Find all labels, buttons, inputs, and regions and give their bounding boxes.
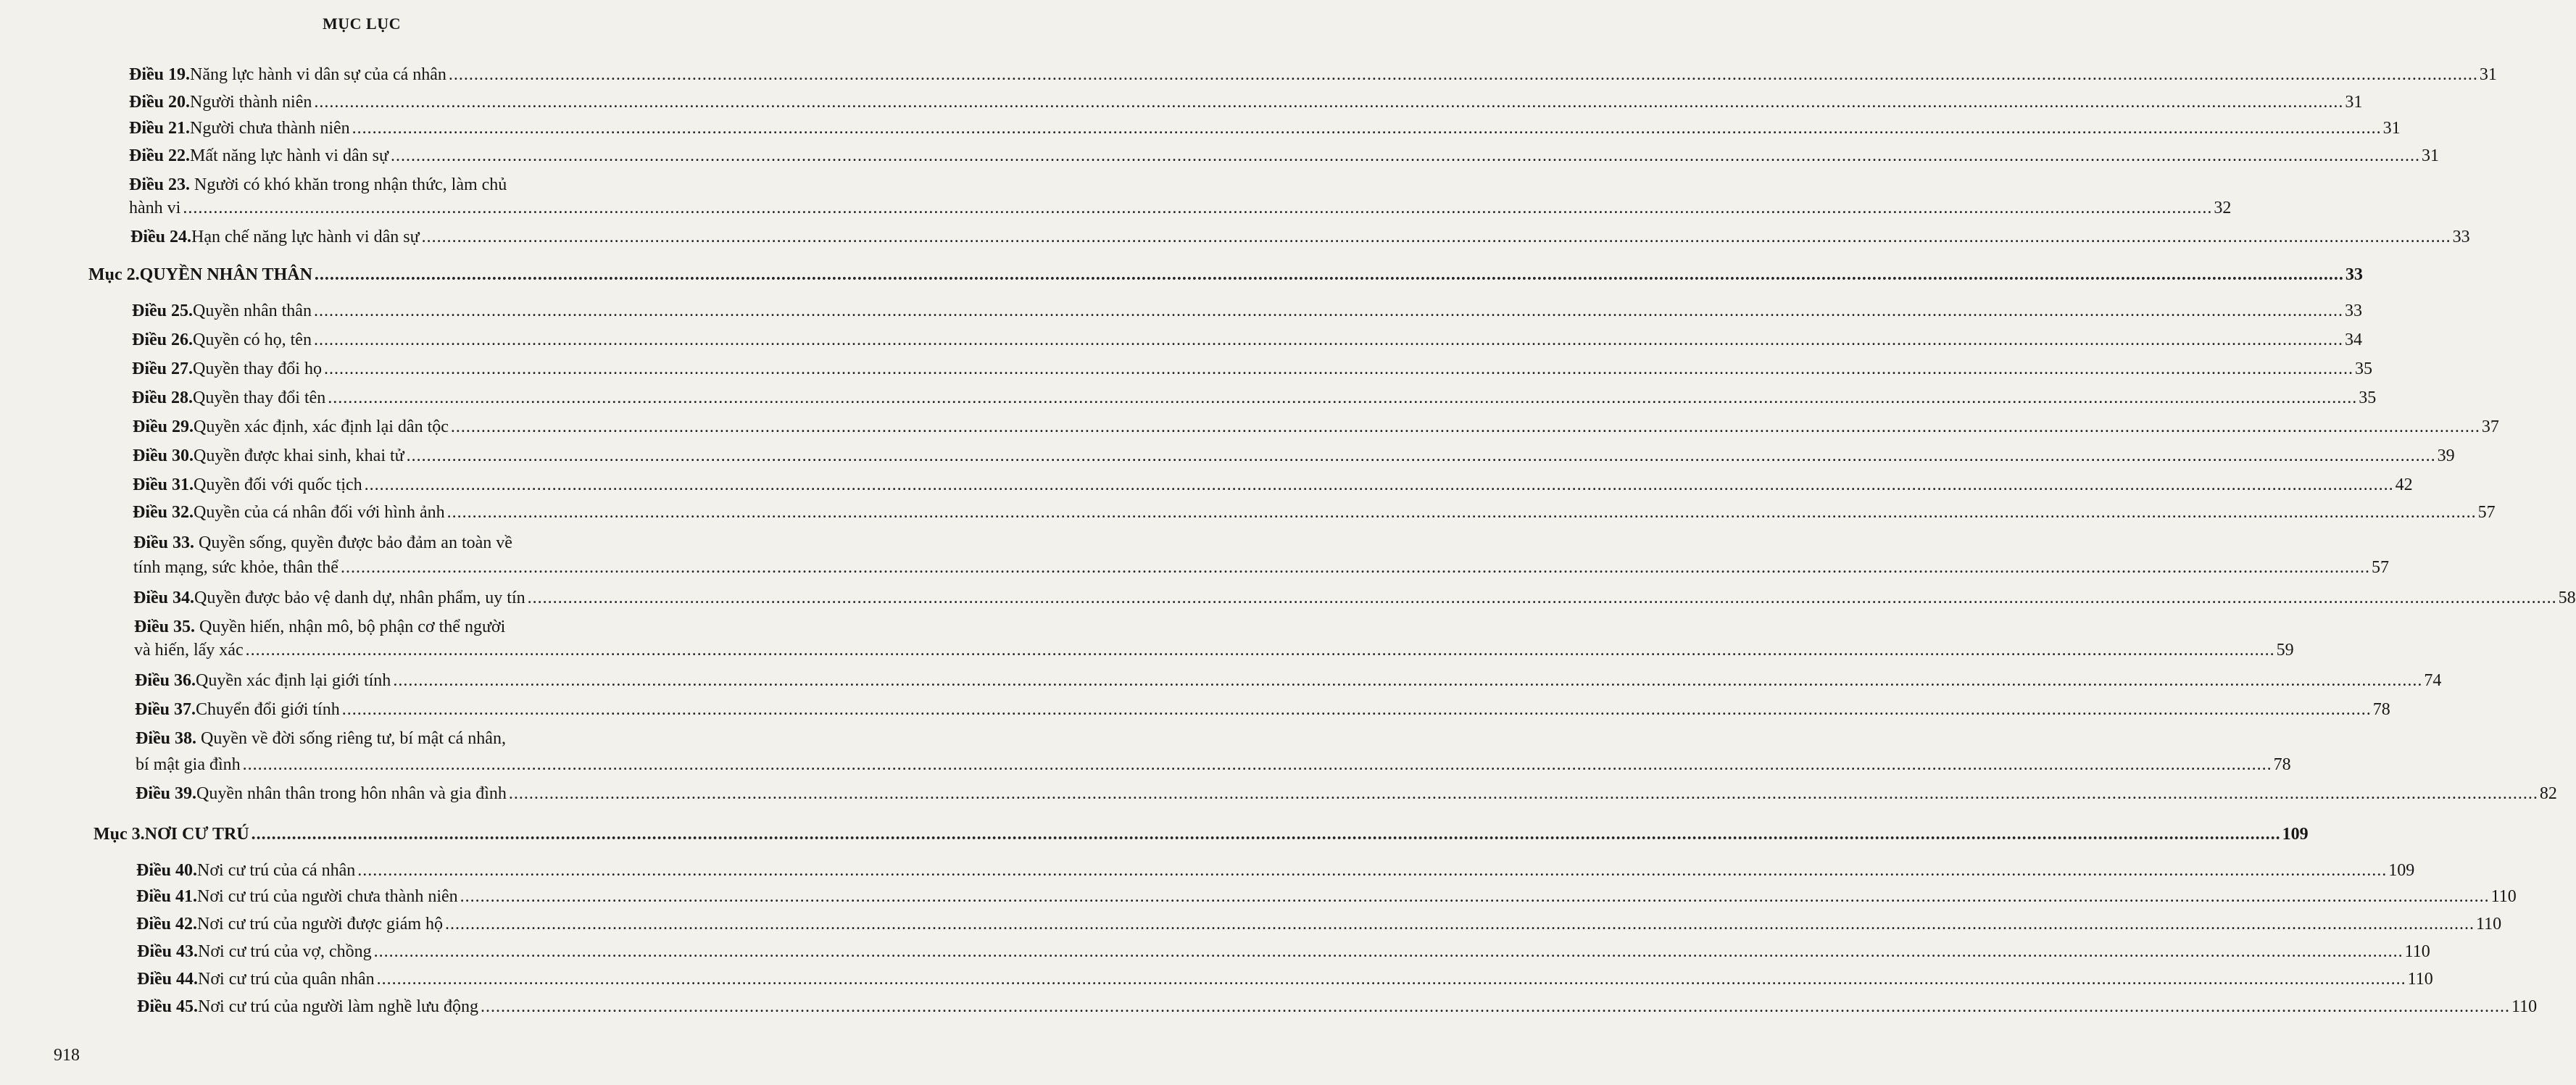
dot-leader: ................................................................................................................................................................................................................................................................................................................................................................................................................ <box>406 446 2436 465</box>
toc-section-heading[interactable] <box>88 264 2363 286</box>
toc-entry-page: 35 <box>2359 388 2377 407</box>
toc-section-title: NƠI CƯ TRÚ <box>144 825 249 844</box>
toc-entry-page: 35 <box>2354 359 2372 378</box>
toc-entry-title-continued: và hiến, lấy xác <box>134 641 244 660</box>
toc-entry-title: Năng lực hành vi dân sự của cá nhân <box>190 65 446 84</box>
toc-entry-title: Quyền xác định lại giới tính <box>196 671 391 690</box>
toc-entry-label: Điều 44. <box>137 970 198 989</box>
dot-leader: ................................................................................................................................................................................................................................................................................................................................................................................................................ <box>508 784 2538 803</box>
toc-entry[interactable] <box>136 913 2502 935</box>
toc-entry[interactable] <box>134 639 2294 661</box>
dot-leader: ................................................................................................................................................................................................................................................................................................................................................................................................................ <box>376 970 2406 989</box>
toc-entry-title: Nơi cư trú của cá nhân <box>197 861 356 880</box>
toc-entry-title: Nơi cư trú của người chưa thành niên <box>197 887 458 906</box>
toc-entry-title: Quyền nhân thân <box>193 302 312 320</box>
toc-entry[interactable] <box>130 226 2470 248</box>
toc-entry-page: 109 <box>2388 861 2415 880</box>
toc-entry[interactable] <box>135 670 2442 691</box>
toc-entry-page: 58 <box>2558 589 2576 607</box>
toc-entry[interactable] <box>136 886 2517 907</box>
dot-leader: ................................................................................................................................................................................................................................................................................................................................................................................................................ <box>251 825 2281 844</box>
dot-leader: ................................................................................................................................................................................................................................................................................................................................................................................................................ <box>450 417 2480 436</box>
toc-entry-label: Điều 43. <box>137 942 198 961</box>
toc-entry-label: Điều 32. <box>133 503 194 522</box>
toc-entry[interactable] <box>136 754 2291 776</box>
toc-entry[interactable] <box>132 300 2362 322</box>
page-header: MỤC LỤC <box>323 14 401 33</box>
toc-entry-page: 110 <box>2490 887 2517 906</box>
toc-entry-title: Chuyển đổi giới tính <box>196 700 340 719</box>
toc-entry[interactable] <box>133 557 2389 578</box>
toc-entry-label: Điều 19. <box>129 65 190 84</box>
toc-section-label: Mục 2. <box>88 265 140 284</box>
toc-entry-title: Quyền thay đổi tên <box>193 388 326 407</box>
toc-entry-page: 78 <box>2273 755 2291 774</box>
toc-entry-title: Người có khó khăn trong nhận thức, làm chủ <box>194 175 507 194</box>
toc-entry-page: 59 <box>2276 641 2294 660</box>
dot-leader: ................................................................................................................................................................................................................................................................................................................................................................................................................ <box>183 199 2213 217</box>
dot-leader: ................................................................................................................................................................................................................................................................................................................................................................................................................ <box>393 671 2423 690</box>
toc-entry-title: Quyền nhân thân trong hôn nhân và gia đình <box>196 784 507 803</box>
toc-entry-page: 78 <box>2372 700 2390 719</box>
toc-entry-label: Điều 24. <box>130 228 191 246</box>
toc-entry-page: 74 <box>2424 671 2442 690</box>
toc-section-label: Mục 3. <box>94 825 145 844</box>
toc-entry[interactable] <box>129 117 2401 139</box>
toc-entry-label: Điều 28. <box>132 388 193 407</box>
toc-entry[interactable] <box>135 699 2390 720</box>
toc-entry[interactable] <box>137 968 2433 990</box>
toc-entry-label: Điều 27. <box>132 359 193 378</box>
toc-entry-label: Điều 23. <box>129 175 190 194</box>
toc-entry-label: Điều 42. <box>136 915 197 934</box>
dot-leader: ................................................................................................................................................................................................................................................................................................................................................................................................................ <box>341 700 2372 719</box>
toc-entry-page: 31 <box>2382 119 2401 138</box>
toc-entry-label: Điều 34. <box>133 589 194 607</box>
toc-section-title: QUYỀN NHÂN THÂN <box>139 265 312 284</box>
toc-entry-first-line <box>133 532 512 554</box>
toc-entry-page: 82 <box>2539 784 2557 803</box>
dot-leader: ................................................................................................................................................................................................................................................................................................................................................................................................................ <box>352 119 2382 138</box>
toc-entry-title: Quyền được khai sinh, khai tử <box>194 446 404 465</box>
toc-entry-title: Nơi cư trú của người được giám hộ <box>197 915 444 934</box>
toc-entry-label: Điều 39. <box>136 784 196 803</box>
dot-leader: ................................................................................................................................................................................................................................................................................................................................................................................................................ <box>242 755 2272 774</box>
toc-entry-title: Quyền về đời sống riêng tư, bí mật cá nhân, <box>201 729 506 748</box>
toc-entry-title: Nơi cư trú của quân nhân <box>198 970 375 989</box>
toc-entry-label: Điều 35. <box>134 618 195 636</box>
toc-entry[interactable] <box>136 860 2415 881</box>
toc-entry-page: 42 <box>2395 475 2413 494</box>
toc-entry-page: 31 <box>2479 65 2497 84</box>
toc-section-page: 109 <box>2282 825 2309 844</box>
toc-entry-title: Quyền có họ, tên <box>193 331 312 349</box>
toc-entry-title: Quyền được bảo vệ danh dự, nhân phẩm, uy tín <box>194 589 525 607</box>
toc-entry[interactable] <box>129 197 2232 219</box>
dot-leader: ................................................................................................................................................................................................................................................................................................................................................................................................................ <box>421 228 2451 246</box>
toc-entry-label: Điều 21. <box>129 119 190 138</box>
dot-leader: ................................................................................................................................................................................................................................................................................................................................................................................................................ <box>323 359 2353 378</box>
toc-entry-title: Quyền của cá nhân đối với hình ảnh <box>194 503 445 522</box>
page-number: 918 <box>54 1046 80 1065</box>
toc-entry-first-line <box>136 728 506 749</box>
dot-leader: ................................................................................................................................................................................................................................................................................................................................................................................................................ <box>448 65 2478 84</box>
toc-entry-first-line <box>134 616 505 638</box>
toc-entry-title-continued: bí mật gia đình <box>136 755 241 774</box>
toc-entry-label: Điều 38. <box>136 729 196 748</box>
toc-entry[interactable] <box>129 145 2439 167</box>
toc-entry-page: 110 <box>2476 915 2502 934</box>
toc-entry-label: Điều 25. <box>132 302 193 320</box>
toc-entry-title-continued: tính mạng, sức khỏe, thân thể <box>133 558 338 577</box>
toc-entry-label: Điều 33. <box>133 533 194 552</box>
toc-entry-title-continued: hành vi <box>129 199 181 217</box>
toc-entry-title: Người thành niên <box>190 93 312 112</box>
toc-entry-label: Điều 22. <box>129 146 190 165</box>
toc-entry-page: 39 <box>2437 446 2455 465</box>
toc-entry-title: Người chưa thành niên <box>190 119 350 138</box>
toc-entry-label: Điều 26. <box>132 331 193 349</box>
toc-entry-page: 34 <box>2344 331 2362 349</box>
dot-leader: ................................................................................................................................................................................................................................................................................................................................................................................................................ <box>364 475 2394 494</box>
toc-entry-page: 33 <box>2452 228 2470 246</box>
toc-entry[interactable] <box>133 587 2576 609</box>
dot-leader: ................................................................................................................................................................................................................................................................................................................................................................................................................ <box>313 302 2343 320</box>
toc-entry-title: Quyền sống, quyền được bảo đảm an toàn về <box>199 533 512 552</box>
toc-entry-first-line <box>129 174 507 196</box>
dot-leader: ................................................................................................................................................................................................................................................................................................................................................................................................................ <box>445 915 2475 934</box>
toc-entry-page: 57 <box>2477 503 2496 522</box>
dot-leader: ................................................................................................................................................................................................................................................................................................................................................................................................................ <box>328 388 2358 407</box>
toc-entry[interactable] <box>133 502 2496 523</box>
toc-entry-label: Điều 20. <box>129 93 190 112</box>
dot-leader: ................................................................................................................................................................................................................................................................................................................................................................................................................ <box>314 265 2344 284</box>
toc-entry-title: Quyền xác định, xác định lại dân tộc <box>194 417 449 436</box>
dot-leader: ................................................................................................................................................................................................................................................................................................................................................................................................................ <box>357 861 2388 880</box>
toc-entry-title: Quyền hiến, nhận mô, bộ phận cơ thể người <box>199 618 506 636</box>
dot-leader: ................................................................................................................................................................................................................................................................................................................................................................................................................ <box>313 331 2343 349</box>
toc-entry[interactable] <box>136 783 2557 805</box>
toc-entry-label: Điều 45. <box>137 997 198 1016</box>
toc-entry-label: Điều 31. <box>133 475 194 494</box>
toc-entry-title: Nơi cư trú của vợ, chồng <box>198 942 372 961</box>
toc-entry-label: Điều 41. <box>136 887 197 906</box>
toc-entry-page: 110 <box>2511 997 2538 1016</box>
toc-entry[interactable] <box>132 329 2362 351</box>
toc-entry[interactable] <box>137 996 2538 1018</box>
toc-entry-page: 32 <box>2214 199 2232 217</box>
toc-entry[interactable] <box>132 387 2377 409</box>
dot-leader: ................................................................................................................................................................................................................................................................................................................................................................................................................ <box>390 146 2420 165</box>
toc-entry-label: Điều 30. <box>133 446 194 465</box>
dot-leader: ................................................................................................................................................................................................................................................................................................................................................................................................................ <box>460 887 2490 906</box>
toc-entry-title: Quyền thay đổi họ <box>193 359 322 378</box>
toc-entry-title: Nơi cư trú của người làm nghề lưu động <box>198 997 478 1016</box>
toc-section-heading[interactable] <box>94 823 2309 845</box>
toc-entry-label: Điều 36. <box>135 671 196 690</box>
toc-entry[interactable] <box>129 64 2497 86</box>
toc-entry-page: 37 <box>2481 417 2499 436</box>
toc-entry-page: 110 <box>2407 970 2433 989</box>
dot-leader: ................................................................................................................................................................................................................................................................................................................................................................................................................ <box>340 558 2370 577</box>
toc-entry[interactable] <box>133 445 2455 467</box>
dot-leader: ................................................................................................................................................................................................................................................................................................................................................................................................................ <box>481 997 2510 1016</box>
toc-entry-label: Điều 29. <box>133 417 194 436</box>
dot-leader: ................................................................................................................................................................................................................................................................................................................................................................................................................ <box>446 503 2477 522</box>
dot-leader: ................................................................................................................................................................................................................................................................................................................................................................................................................ <box>314 93 2344 112</box>
toc-entry-page: 31 <box>2421 146 2439 165</box>
toc-entry-title: Quyền đối với quốc tịch <box>194 475 362 494</box>
toc-entry[interactable] <box>132 358 2372 380</box>
toc-entry-title: Mất năng lực hành vi dân sự <box>190 146 389 165</box>
toc-section-page: 33 <box>2345 265 2363 284</box>
dot-leader: ................................................................................................................................................................................................................................................................................................................................................................................................................ <box>527 589 2557 607</box>
toc-entry-label: Điều 40. <box>136 861 197 880</box>
dot-leader: ................................................................................................................................................................................................................................................................................................................................................................................................................ <box>245 641 2275 660</box>
toc-entry-page: 33 <box>2344 302 2362 320</box>
toc-entry[interactable] <box>133 416 2499 438</box>
toc-entry-page: 57 <box>2371 558 2389 577</box>
toc-entry[interactable] <box>133 474 2413 496</box>
toc-entry-page: 110 <box>2404 942 2430 961</box>
toc-entry-label: Điều 37. <box>135 700 196 719</box>
toc-entry[interactable] <box>137 941 2430 963</box>
toc-entry-title: Hạn chế năng lực hành vi dân sự <box>191 228 420 246</box>
toc-entry[interactable] <box>129 91 2363 113</box>
toc-entry-page: 31 <box>2345 93 2363 112</box>
dot-leader: ................................................................................................................................................................................................................................................................................................................................................................................................................ <box>373 942 2403 961</box>
